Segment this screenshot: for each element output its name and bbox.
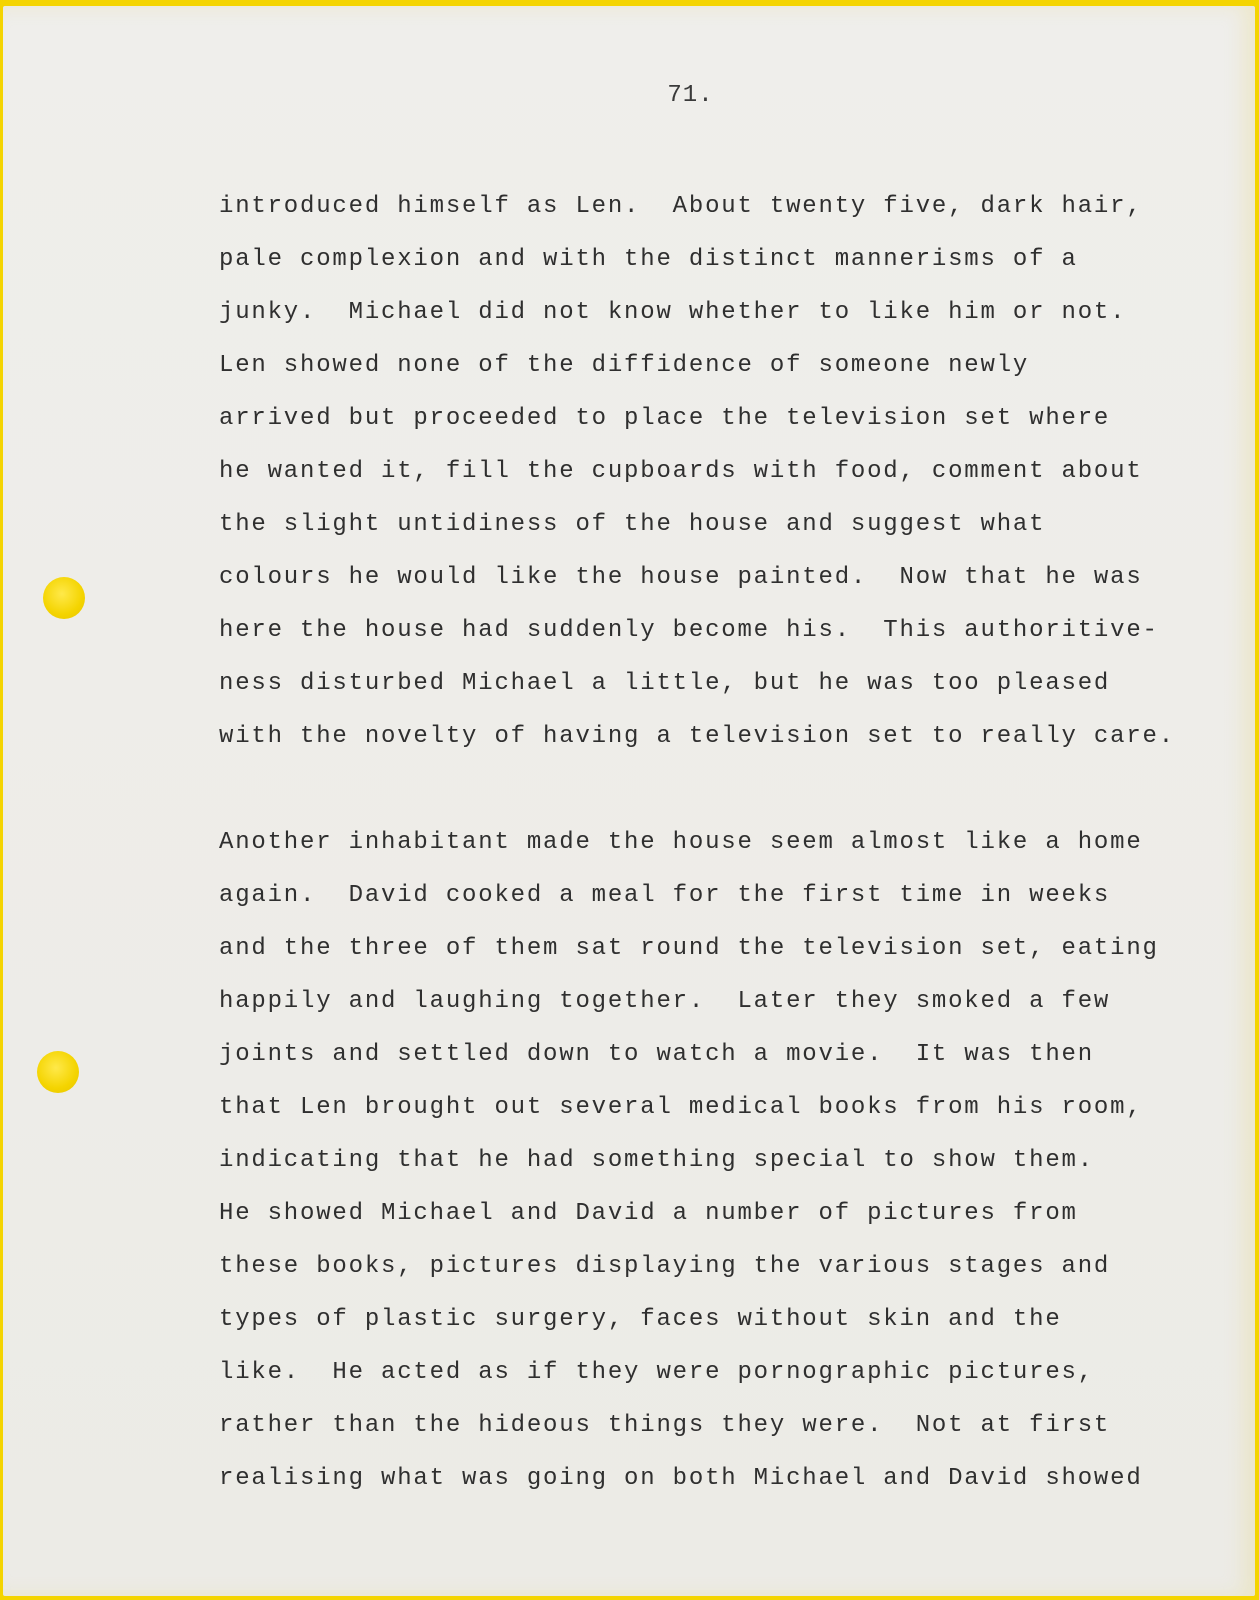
text-line: realising what was going on both Michael and David showed bbox=[219, 1465, 1143, 1492]
text-line: again. David cooked a meal for the first time in weeks bbox=[219, 882, 1111, 909]
text-line: indicating that he had something special to show them. bbox=[219, 1147, 1094, 1174]
text-line: he wanted it, fill the cupboards with food, comment about bbox=[219, 458, 1143, 485]
text-line: types of plastic surgery, faces without skin and the bbox=[219, 1306, 1062, 1333]
text-line: joints and settled down to watch a movie. It was then bbox=[219, 1041, 1094, 1068]
text-line: that Len brought out several medical books from his room, bbox=[219, 1094, 1143, 1121]
text-line: like. He acted as if they were pornographic pictures, bbox=[219, 1359, 1094, 1386]
text-line: here the house had suddenly become his. This authoritive- bbox=[219, 617, 1159, 644]
text-line: with the novelty of having a television set to really care. bbox=[219, 723, 1175, 750]
text-line: the slight untidiness of the house and suggest what bbox=[219, 511, 1046, 538]
page-number: 71. bbox=[667, 82, 714, 109]
text-line: He showed Michael and David a number of pictures from bbox=[219, 1200, 1078, 1227]
text-line: rather than the hideous things they were. Not at first bbox=[219, 1412, 1111, 1439]
text-line: Another inhabitant made the house seem almost like a home bbox=[219, 829, 1143, 856]
text-line: arrived but proceeded to place the television set where bbox=[219, 405, 1111, 432]
punch-hole bbox=[43, 577, 85, 619]
text-line: ness disturbed Michael a little, but he was too pleased bbox=[219, 670, 1111, 697]
text-line: and the three of them sat round the television set, eating bbox=[219, 935, 1159, 962]
text-line: pale complexion and with the distinct mannerisms of a bbox=[219, 246, 1078, 273]
paragraph-2 bbox=[219, 816, 1159, 1505]
paragraph-1 bbox=[219, 180, 1175, 763]
punch-hole bbox=[37, 1051, 79, 1093]
text-line: colours he would like the house painted. Now that he was bbox=[219, 564, 1143, 591]
text-line: introduced himself as Len. About twenty five, dark hair, bbox=[219, 193, 1143, 220]
text-line: Len showed none of the diffidence of someone newly bbox=[219, 352, 1030, 379]
typed-page bbox=[3, 6, 1255, 1596]
text-line: junky. Michael did not know whether to like him or not. bbox=[219, 299, 1127, 326]
text-line: these books, pictures displaying the various stages and bbox=[219, 1253, 1111, 1280]
text-line: happily and laughing together. Later they smoked a few bbox=[219, 988, 1111, 1015]
